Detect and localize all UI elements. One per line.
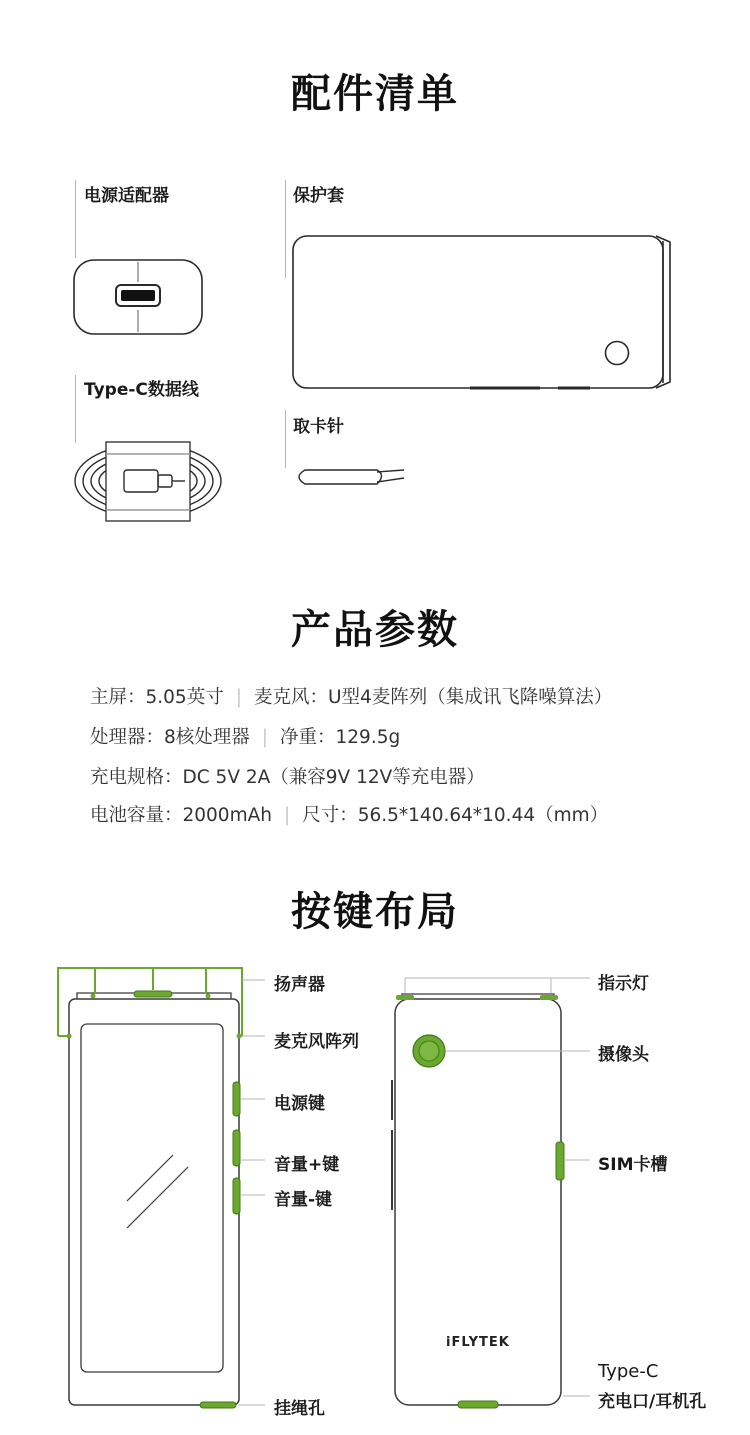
adapter-label: 电源适配器 [84, 186, 169, 206]
specs-title: 产品参数 [291, 607, 459, 653]
spec-battery: 电池容量：2000mAh [90, 805, 272, 826]
typec-label-line1: Type-C [598, 1361, 659, 1382]
speaker-label: 扬声器 [274, 975, 325, 995]
case-label: 保护套 [293, 186, 344, 206]
power-key-label: 电源键 [274, 1094, 325, 1114]
camera-label: 摄像头 [598, 1045, 649, 1065]
volume-up-label: 音量+键 [274, 1155, 340, 1175]
spec-size: 尺寸：56.5*140.64*10.44（mm） [302, 805, 609, 826]
phone-front-view [58, 968, 242, 1408]
cable-label: Type-C数据线 [84, 380, 199, 400]
sim-slot-label: SIM卡槽 [598, 1155, 668, 1175]
spec-separator: | [283, 805, 291, 826]
spec-separator: | [261, 727, 269, 748]
spec-charging: 充电规格：DC 5V 2A（兼容9V 12V等充电器） [90, 767, 485, 788]
spec-screen: 主屏：5.05英寸 [90, 687, 224, 708]
spec-separator: | [235, 687, 242, 708]
layout-title: 按键布局 [291, 889, 459, 935]
mic-array-label: 麦克风阵列 [274, 1032, 359, 1052]
indicator-label: 指示灯 [598, 974, 649, 994]
spec-weight: 净重：129.5g [280, 727, 401, 748]
accessories-title: 配件清单 [291, 71, 459, 117]
spec-processor: 处理器：8核处理器 [90, 727, 250, 748]
lanyard-hole-label: 挂绳孔 [274, 1399, 325, 1419]
front-leader-lines [238, 980, 265, 1405]
spec-microphone: 麦克风：U型4麦阵列（集成讯飞降噪算法） [253, 687, 613, 708]
volume-down-label: 音量-键 [274, 1190, 333, 1210]
pin-label: 取卡针 [293, 417, 344, 437]
brand-logo: iFLYTEK [446, 1335, 510, 1350]
typec-label-line2: 充电口/耳机孔 [598, 1392, 707, 1412]
